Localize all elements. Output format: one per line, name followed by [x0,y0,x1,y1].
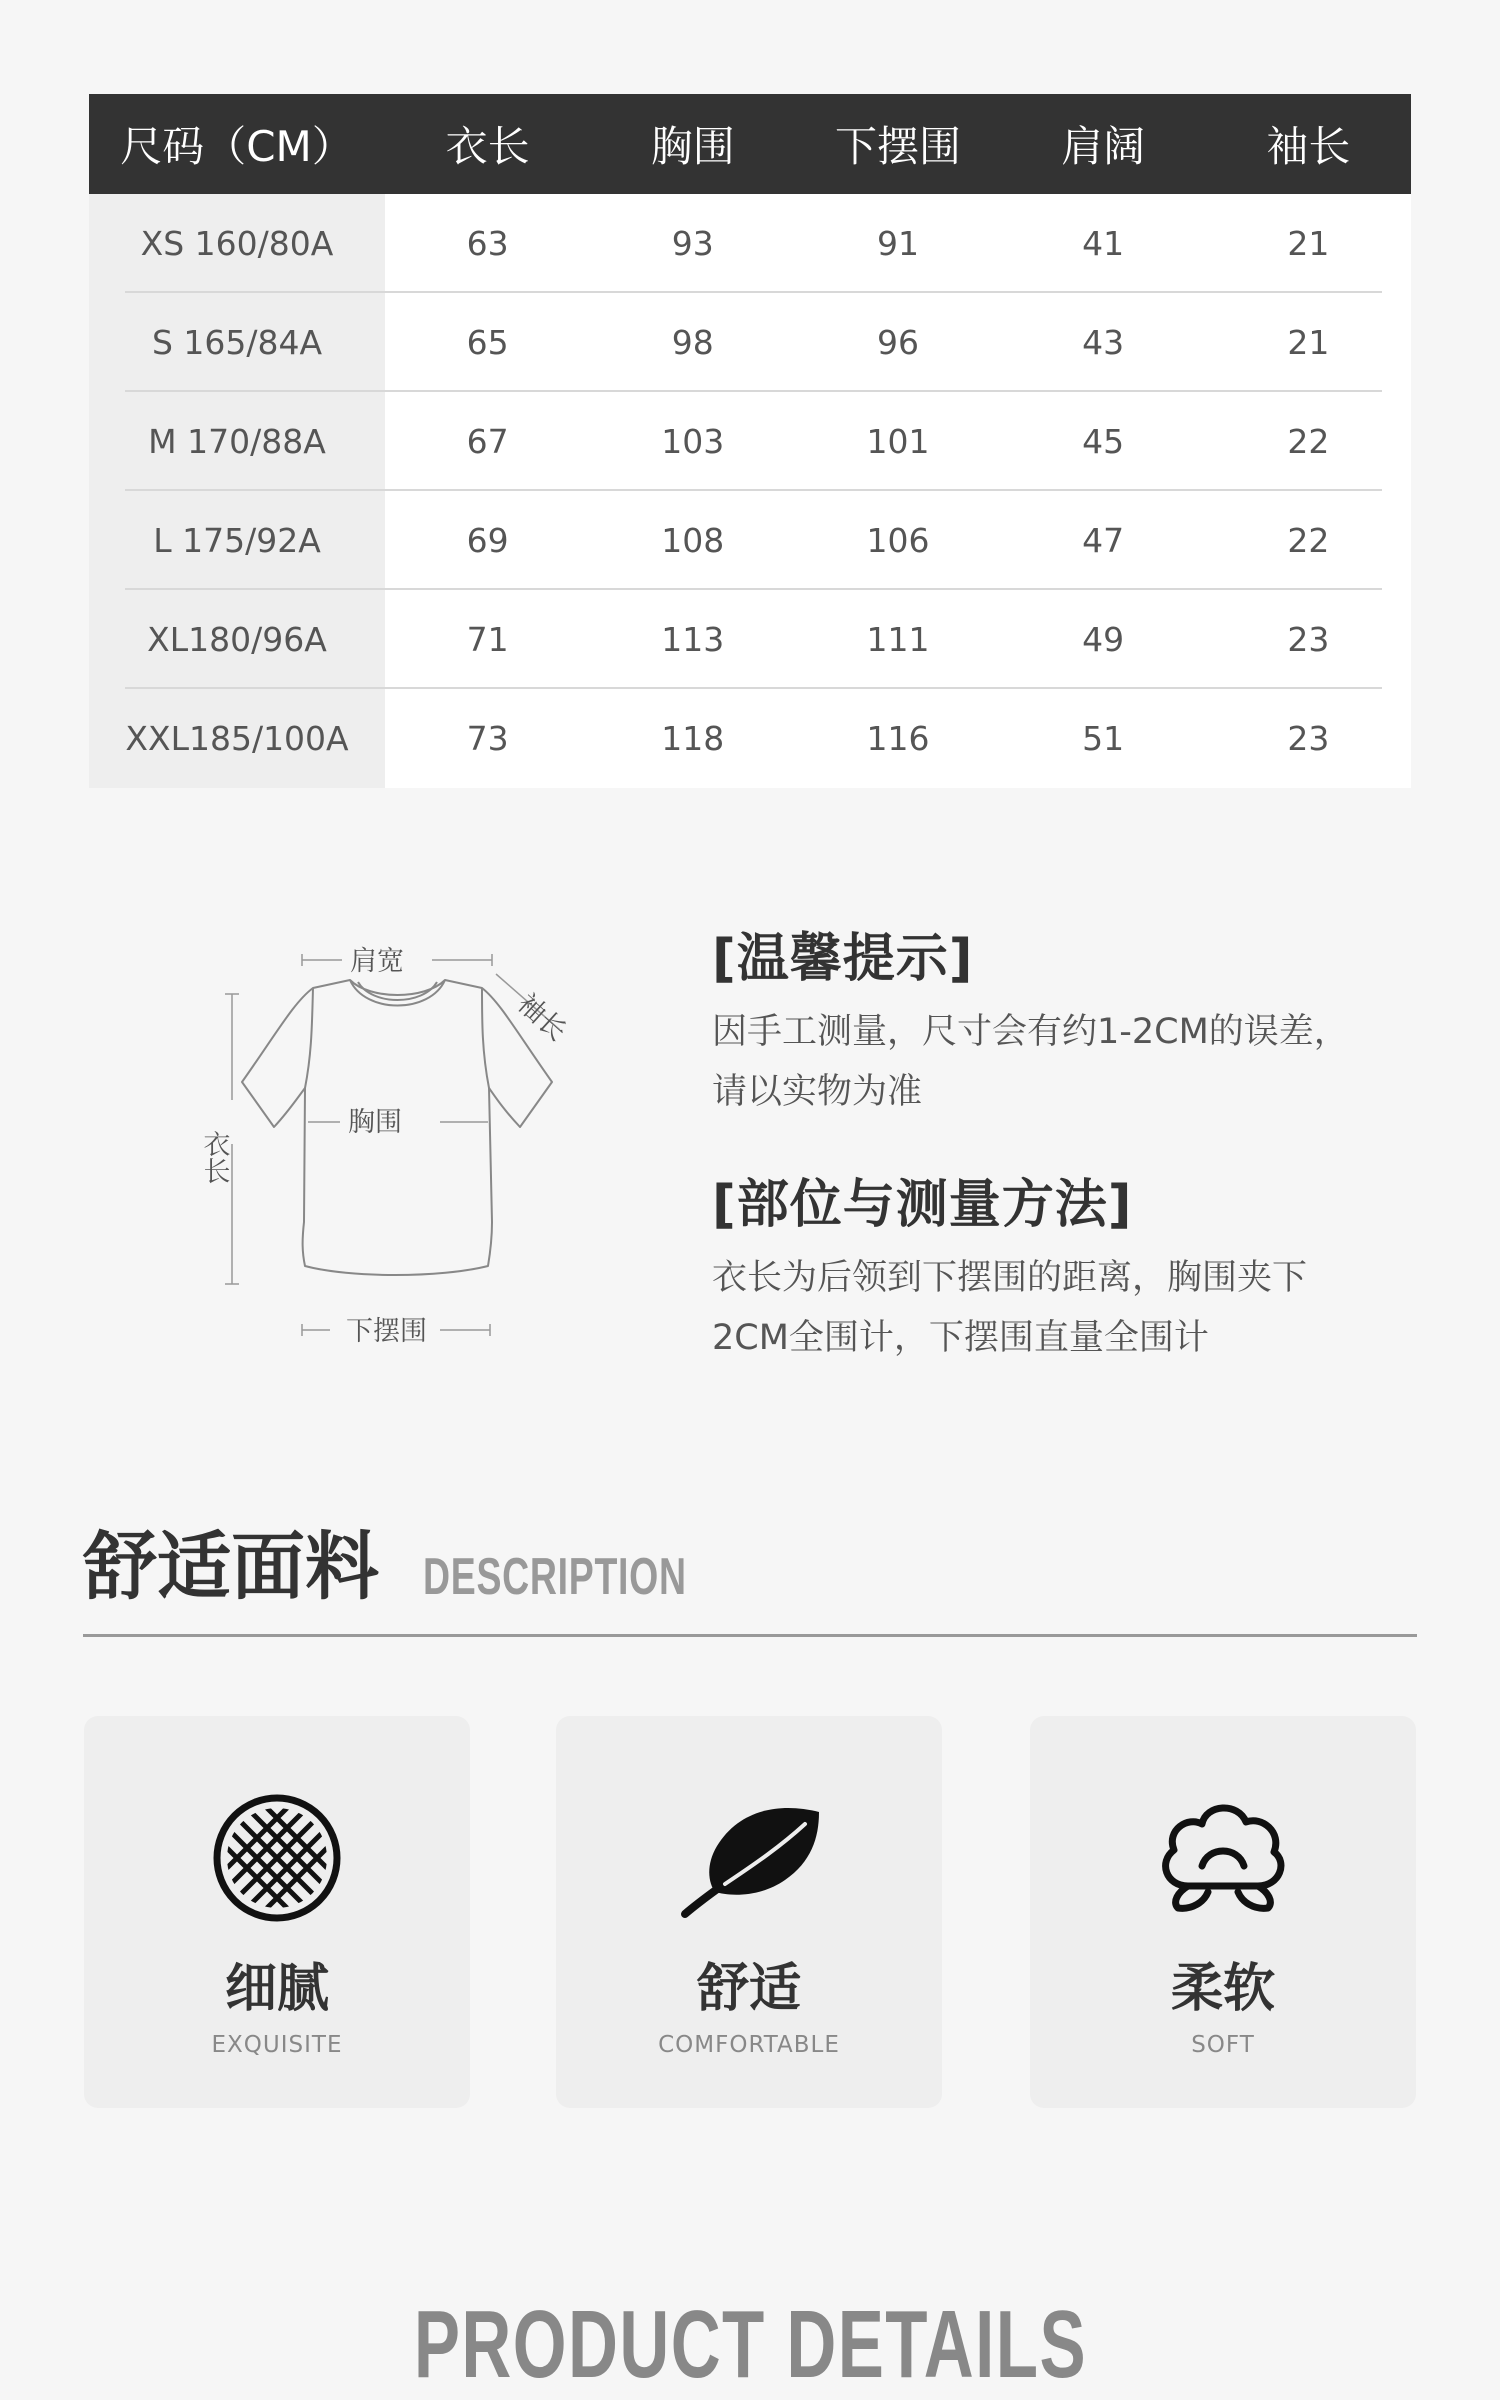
chest-cell: 118 [590,689,795,788]
tips-text [712,1002,1432,1122]
size-cell: S 165/84A [89,293,385,392]
table-row [89,689,1411,788]
tips-text-line: 请以实物为准 [712,1072,923,1112]
feature-card-exquisite [84,1716,470,2108]
length-cell: 67 [385,392,590,491]
shoulder-cell: 47 [1001,491,1206,590]
length-cell: 73 [385,689,590,788]
feature-title: 细腻 [224,1959,329,2019]
tips-text-line: 因手工测量，尺寸会有约1-2CM的误差， [712,1012,1349,1052]
method-title: [部位与测量方法] [712,1175,1133,1235]
feature-title: 柔软 [1170,1959,1275,2019]
method-text [712,1248,1432,1368]
hem-cell: 111 [795,590,1000,689]
size-cell: M 170/88A [89,392,385,491]
feature-title: 舒适 [696,1959,801,2019]
length-label: 衣长 [198,1130,230,1184]
method-text-line: 2CM全围计，下摆围直量全围计 [712,1318,1209,1358]
size-cell: XL180/96A [89,590,385,689]
hem-cell: 106 [795,491,1000,590]
shirt-measurement-diagram [200,922,600,1362]
length-cell: 63 [385,194,590,293]
header-hem: 下摆围 [795,94,1000,194]
sleeve-cell: 22 [1206,392,1411,491]
size-chart-header-row [89,94,1411,194]
chest-cell: 113 [590,590,795,689]
product-details-heading [0,2290,1500,2400]
table-row [89,392,1411,491]
sleeve-cell: 23 [1206,689,1411,788]
length-cell: 65 [385,293,590,392]
table-row [89,293,1411,392]
shirt-collar [350,980,445,1006]
header-sleeve: 袖长 [1206,94,1411,194]
table-row [89,590,1411,689]
description-header [83,1522,1417,1638]
header-chest: 胸围 [590,94,795,194]
feature-subtitle: SOFT [1191,2032,1255,2058]
chest-cell: 108 [590,491,795,590]
hem-cell: 116 [795,689,1000,788]
hem-cell: 101 [795,392,1000,491]
hem-cell: 91 [795,194,1000,293]
feature-card-soft [1030,1716,1416,2108]
sleeve-cell: 21 [1206,293,1411,392]
sleeve-cell: 21 [1206,194,1411,293]
tips-block [712,924,1432,1122]
shoulder-cell: 45 [1001,392,1206,491]
description-title: 舒适面料 [83,1524,379,1610]
sleeve-label: 袖长 [511,988,573,1048]
section-divider [83,1634,1417,1637]
method-block [712,1170,1432,1368]
chest-cell: 103 [590,392,795,491]
chest-cell: 98 [590,293,795,392]
tips-title: [温馨提示] [712,929,974,989]
hem-cell: 96 [795,293,1000,392]
shoulder-cell: 51 [1001,689,1206,788]
length-cell: 69 [385,491,590,590]
shoulder-cell: 49 [1001,590,1206,689]
shoulder-label: 肩宽 [350,946,404,977]
hem-label: 下摆围 [346,1316,427,1347]
size-cell: L 175/92A [89,491,385,590]
feature-subtitle: EXQUISITE [211,2032,343,2058]
size-cell: XS 160/80A [89,194,385,293]
chest-label: 胸围 [348,1107,402,1138]
woven-fabric-icon [84,1788,470,1928]
description-subtitle: DESCRIPTION [423,1548,687,1606]
product-details-title: PRODUCT DETAILS [413,2291,1087,2398]
chest-cell: 93 [590,194,795,293]
size-chart-table [89,94,1411,788]
table-row [89,194,1411,293]
size-cell: XXL185/100A [89,689,385,788]
sleeve-cell: 22 [1206,491,1411,590]
sleeve-cell: 23 [1206,590,1411,689]
shoulder-cell: 41 [1001,194,1206,293]
shoulder-cell: 43 [1001,293,1206,392]
header-shoulder: 肩阔 [1001,94,1206,194]
feature-subtitle: COMFORTABLE [658,2032,840,2058]
header-size: 尺码（CM） [89,94,385,194]
method-text-line: 衣长为后领到下摆围的距离，胸围夹下 [712,1258,1308,1298]
leaf-icon [556,1788,942,1928]
feature-card-comfortable [556,1716,942,2108]
cotton-icon [1030,1788,1416,1928]
length-cell: 71 [385,590,590,689]
table-row [89,491,1411,590]
header-length: 衣长 [385,94,590,194]
